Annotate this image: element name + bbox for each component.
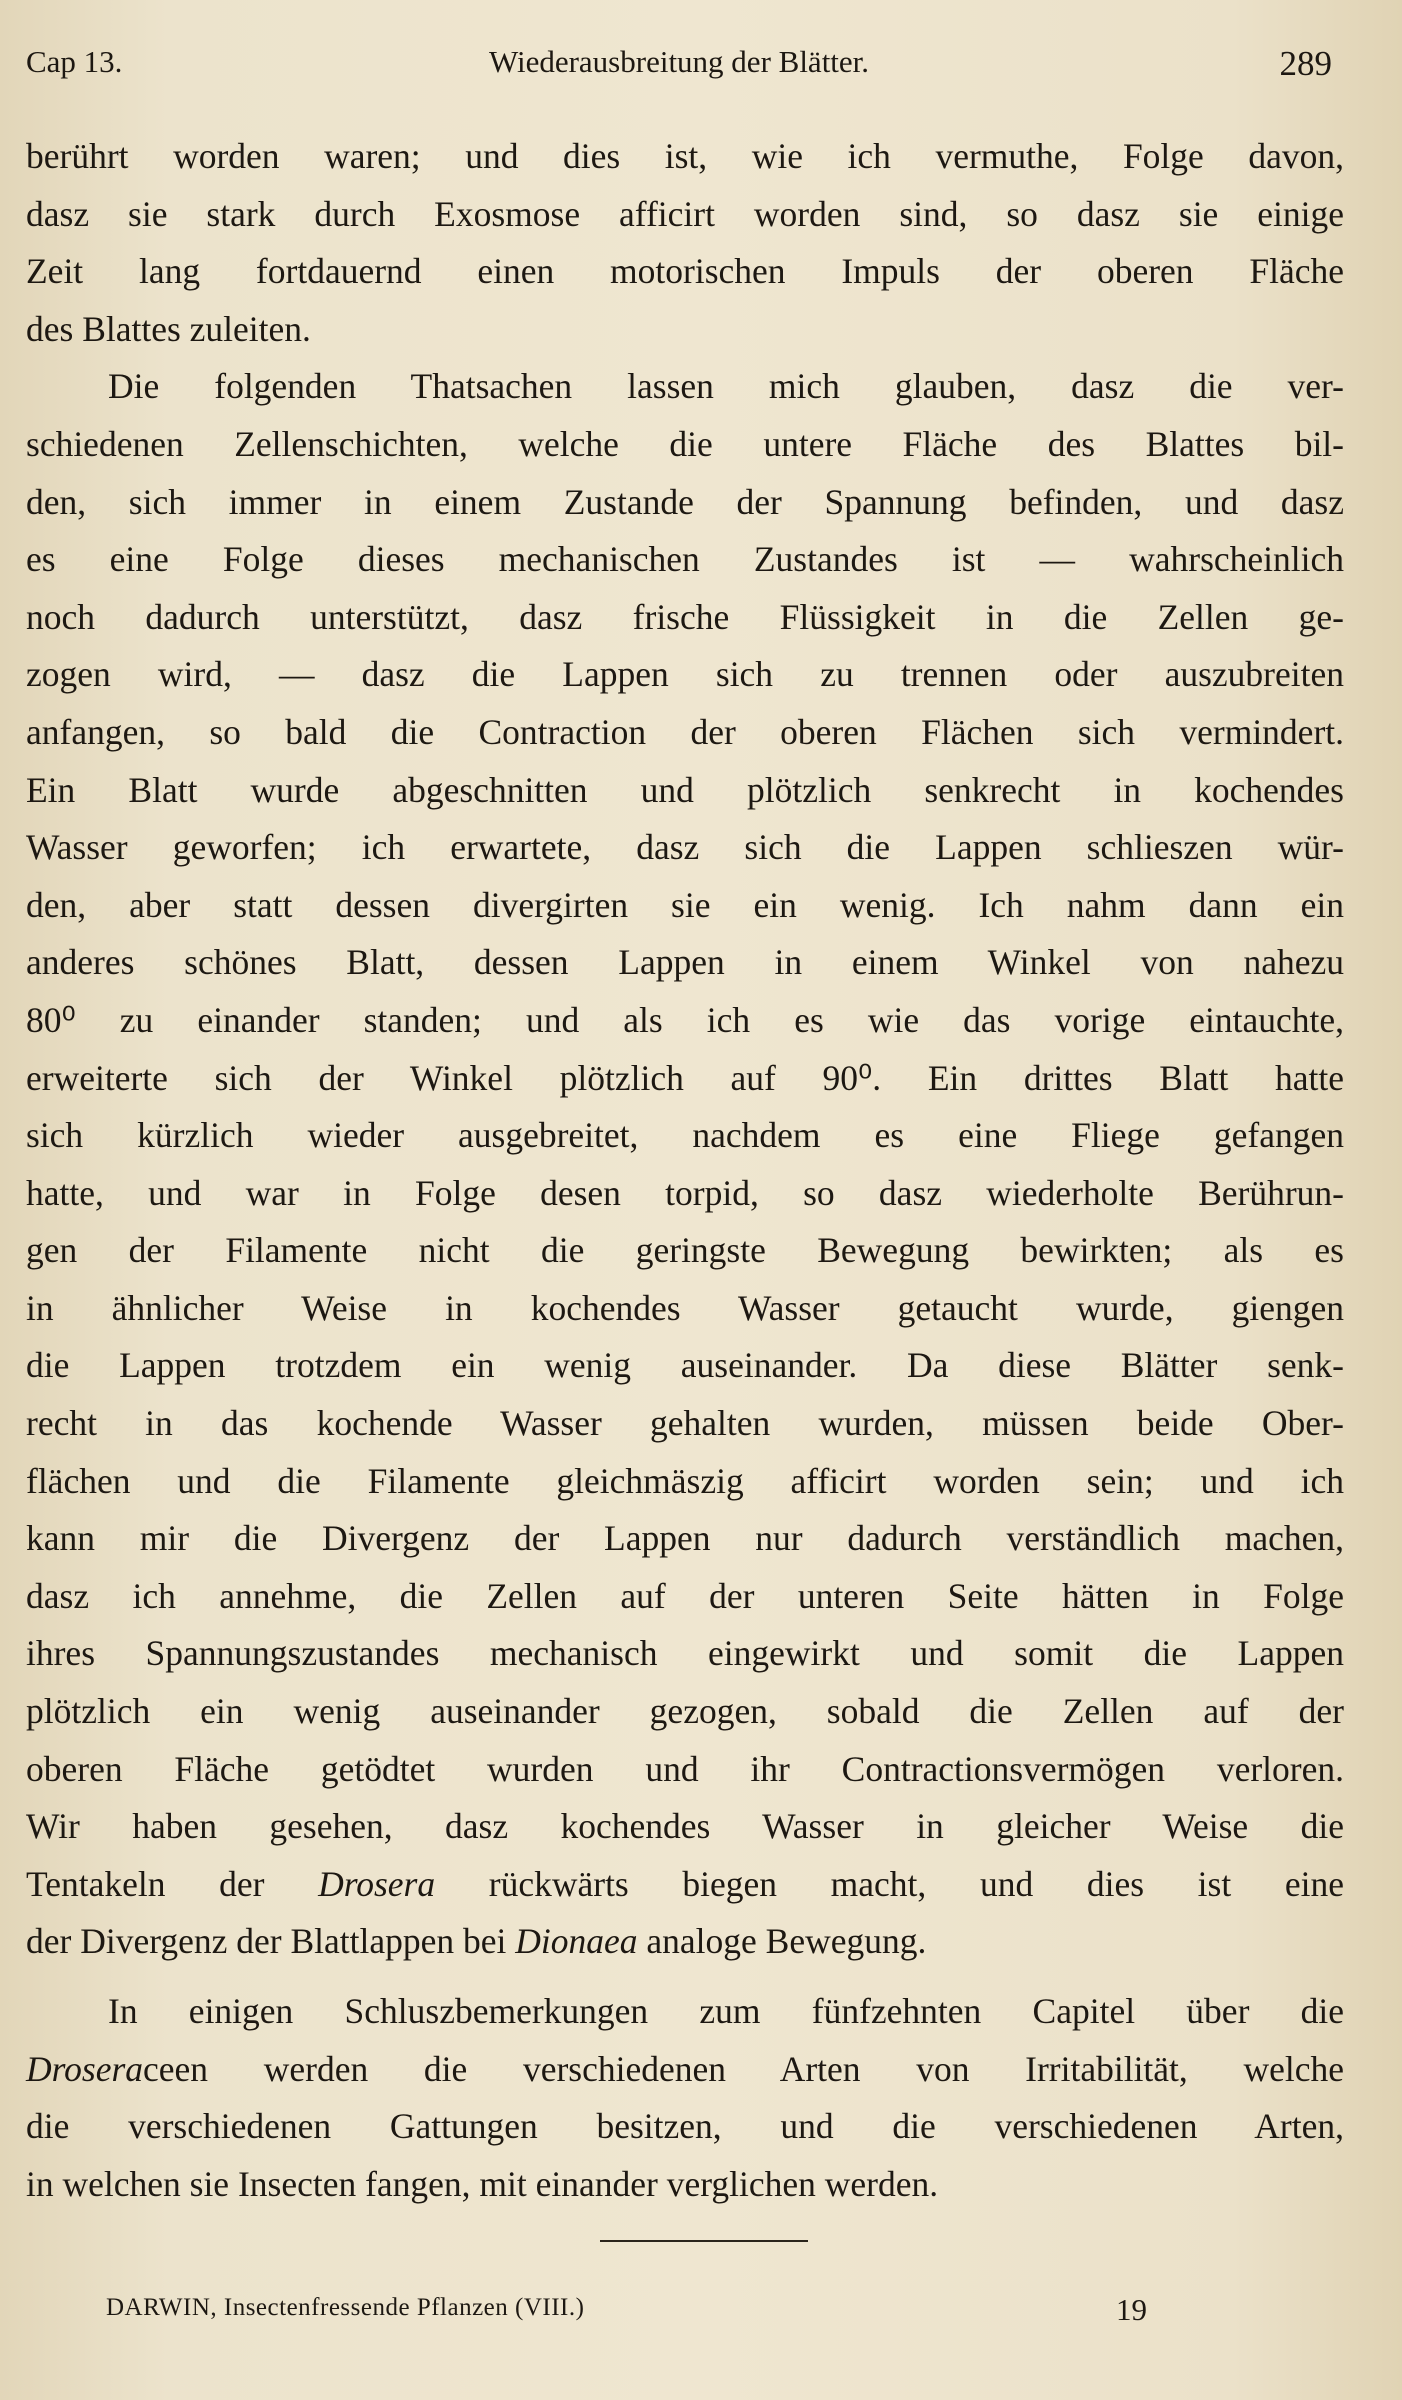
text-line: es eine Folge dieses mechanischen Zustandes ist — wahrscheinlich xyxy=(26,539,1344,580)
text-line: Droseraceen werden die verschiedenen Arten von Irritabilität, welche xyxy=(26,2048,1344,2089)
text-line: dasz sie stark durch Exosmose afficirt worden sind, so dasz sie einige xyxy=(26,193,1344,234)
text-line: berührt worden waren; und dies ist, wie ich vermuthe, Folge davon, xyxy=(26,136,1344,176)
text-line: In einigen Schluszbemerkungen zum fünfzehnten Capitel über die xyxy=(108,1991,1344,2031)
chapter-label: Cap 13. xyxy=(26,44,123,79)
page-footer xyxy=(106,2294,1206,2334)
text-line: Tentakeln der Drosera rückwärts biegen macht, und dies ist eine xyxy=(26,1863,1344,1904)
text-line: noch dadurch unterstützt, dasz frische Flüssigkeit in die Zellen ge- xyxy=(26,596,1344,637)
running-title: Wiederausbreitung der Blätter. xyxy=(488,44,870,79)
text-line: anfangen, so bald die Contraction der oberen Flächen sich vermindert. xyxy=(26,711,1344,752)
text-line: flächen und die Filamente gleichmäszig afficirt worden sein; und ich xyxy=(26,1460,1344,1501)
text-line: kann mir die Divergenz der Lappen nur dadurch verständlich machen, xyxy=(26,1518,1344,1559)
text-line: oberen Fläche getödtet wurden und ihr Contractionsvermögen verloren. xyxy=(26,1748,1344,1789)
text-line: 80⁰ zu einander standen; und als ich es wie das vorige eintauchte, xyxy=(26,999,1344,1040)
text-line: plötzlich ein wenig auseinander gezogen, sobald die Zellen auf der xyxy=(26,1691,1344,1732)
book-imprint: DARWIN, Insectenfressende Pflanzen (VIII.) xyxy=(106,2294,585,2321)
text-line: anderes schönes Blatt, dessen Lappen in einem Winkel von nahezu xyxy=(26,942,1344,983)
paragraph xyxy=(26,358,1344,1971)
body-text xyxy=(26,128,1344,2213)
text-line: des Blattes zuleiten. xyxy=(26,308,311,349)
text-line: die verschiedenen Gattungen besitzen, und die verschiedenen Arten, xyxy=(26,2106,1344,2147)
paragraph xyxy=(26,1983,1344,2213)
text-line: in ähnlicher Weise in kochendes Wasser getaucht wurde, giengen xyxy=(26,1287,1344,1328)
text-line: den, aber statt dessen divergirten sie ein wenig. Ich nahm dann ein xyxy=(26,884,1344,925)
footnote-rule xyxy=(600,2240,808,2242)
paragraph xyxy=(26,128,1344,358)
text-line: der Divergenz der Blattlappen bei Dionaea analoge Bewegung. xyxy=(26,1921,927,1962)
text-line: dasz ich annehme, die Zellen auf der unteren Seite hätten in Folge xyxy=(26,1575,1344,1616)
running-head xyxy=(26,44,1332,94)
text-line: Zeit lang fortdauernd einen motorischen Impuls der oberen Fläche xyxy=(26,251,1344,292)
text-line: hatte, und war in Folge desen torpid, so dasz wiederholte Berührun- xyxy=(26,1172,1344,1213)
page-number: 289 xyxy=(1279,44,1332,83)
text-line: den, sich immer in einem Zustande der Spannung befinden, und dasz xyxy=(26,481,1344,522)
text-line: zogen wird, — dasz die Lappen sich zu trennen oder auszubreiten xyxy=(26,654,1344,695)
signature-mark: 19 xyxy=(1116,2292,1147,2327)
text-line: Wasser geworfen; ich erwartete, dasz sich die Lappen schlieszen wür- xyxy=(26,827,1344,868)
text-line: Ein Blatt wurde abgeschnitten und plötzlich senkrecht in kochendes xyxy=(26,769,1344,810)
text-line: ihres Spannungszustandes mechanisch eingewirkt und somit die Lappen xyxy=(26,1633,1344,1674)
text-line: Die folgenden Thatsachen lassen mich glauben, dasz die ver- xyxy=(108,366,1344,407)
text-line: schiedenen Zellenschichten, welche die untere Fläche des Blattes bil- xyxy=(26,423,1344,464)
text-line: recht in das kochende Wasser gehalten wurden, müssen beide Ober- xyxy=(26,1403,1344,1444)
text-line: sich kürzlich wieder ausgebreitet, nachdem es eine Fliege gefangen xyxy=(26,1115,1344,1156)
text-line: die Lappen trotzdem ein wenig auseinander. Da diese Blätter senk- xyxy=(26,1345,1344,1386)
text-line: Wir haben gesehen, dasz kochendes Wasser in gleicher Weise die xyxy=(26,1806,1344,1847)
text-line: gen der Filamente nicht die geringste Bewegung bewirkten; als es xyxy=(26,1230,1344,1271)
text-line: in welchen sie Insecten fangen, mit einander verglichen werden. xyxy=(26,2163,939,2204)
text-line: erweiterte sich der Winkel plötzlich auf 90⁰. Ein drittes Blatt hatte xyxy=(26,1057,1344,1098)
